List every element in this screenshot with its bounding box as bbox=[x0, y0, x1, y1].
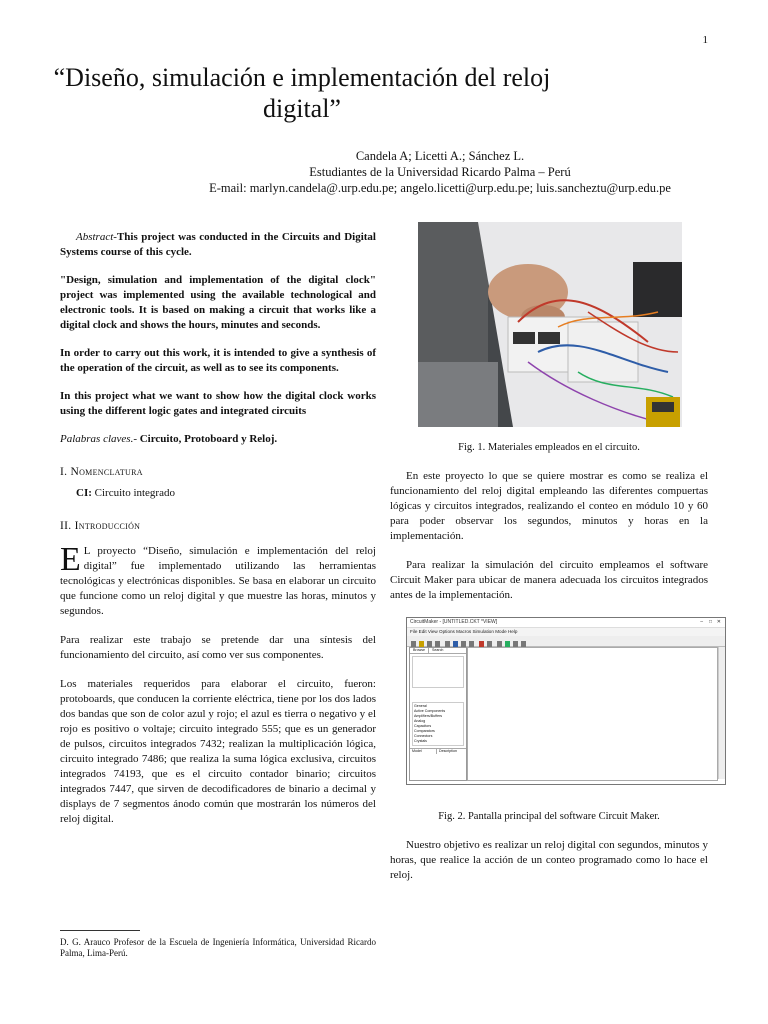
nomenclature-term: CI: bbox=[76, 487, 92, 499]
cm-scrollbar bbox=[718, 647, 725, 779]
section-introduccion-heading: II. Introducción bbox=[60, 520, 141, 532]
library-item: Amplifiers/Buffers bbox=[414, 714, 443, 718]
library-list bbox=[412, 702, 464, 746]
fig2-caption: Fig. 2. Pantalla principal del software Circuit Maker. bbox=[438, 811, 660, 822]
keywords-label: Palabras claves.- bbox=[60, 433, 137, 445]
fig2-circuit-maker-screenshot bbox=[406, 617, 726, 785]
library-item: Crystals bbox=[414, 739, 427, 743]
nomenclature-definition: Circuito integrado bbox=[94, 487, 175, 499]
abstract bbox=[60, 230, 376, 419]
cm-drawing-canvas bbox=[467, 647, 718, 781]
cm-library-panel bbox=[409, 647, 467, 781]
library-item: Comparators bbox=[414, 729, 435, 733]
cm-toolbar bbox=[407, 636, 725, 647]
footnote: D. G. Arauco Profesor de la Escuela de Ingeniería Informática, Universidad Ricardo Palma, Lima-Perú. bbox=[60, 937, 376, 958]
maximize-icon: □ bbox=[708, 619, 712, 625]
introduction bbox=[60, 541, 376, 827]
abstract-p1: This project was conducted in the Circuits and Digital Systems course of this cycle. bbox=[60, 231, 376, 258]
column-description: Description bbox=[439, 749, 457, 753]
minimize-icon: – bbox=[700, 619, 703, 625]
cm-titlebar bbox=[407, 618, 725, 628]
abstract-p3: In order to carry out this work, it is intended to give a synthesis of the operation of the circuit, as well as to see its components. bbox=[60, 347, 376, 374]
column-model: Model bbox=[410, 749, 437, 754]
library-item: Connectors bbox=[414, 734, 433, 738]
footnote-rule bbox=[60, 930, 140, 931]
fig1-caption: Fig. 1. Materiales empleados en el circuito. bbox=[458, 442, 640, 453]
email: E-mail: marlyn.candela@.urp.edu.pe; angelo.licetti@urp.edu.pe; luis.sancheztu@urp.edu.pe bbox=[209, 181, 671, 195]
library-item: General bbox=[414, 704, 427, 708]
intro-p1: L proyecto “Diseño, simulación e implementación del reloj digital” fue implementado utilizando las herramientas tecnológicas y electrónicas disponibles. Se basa en elaborar un circuito que funcione como un reloj digital y que muestre las horas, minutos y segundos. bbox=[60, 545, 376, 617]
right-p2: Para realizar la simulación del circuito empleamos el software Circuit Maker para ubicar de manera adecuada los circuitos integrados antes de la implementación. bbox=[390, 559, 708, 601]
library-item: Capacitors bbox=[414, 724, 432, 728]
close-icon: ✕ bbox=[716, 619, 721, 625]
right-p1: En este proyecto lo que se quiere mostrar es como se realiza el funcionamiento del reloj digital empleando las diferentes compuertas lógicas y circuitos integrados, realizando el conteo en módulo 10 y 60 para poder observar los segundos, minutos y horas en la implementación. bbox=[390, 470, 708, 542]
tab-search: Search bbox=[431, 648, 444, 652]
abstract-p4: In this project what we want to show how the digital clock works using the different logic gates and integrated circuits bbox=[60, 390, 376, 417]
drop-cap: E bbox=[60, 541, 81, 578]
abstract-label: Abstract- bbox=[76, 231, 117, 243]
right-p3: Nuestro objetivo es realizar un reloj digital con segundos, minutos y horas, que realice la acción de un conteo programado como lo hace el reloj. bbox=[390, 839, 708, 881]
intro-p3: Los materiales requeridos para elaborar el circuito, fueron: protoboards, que conducen la corriente eléctrica, tiene por los dos lados dos bandas que son de color azul y rojo; el azul es tierra o negativo y el rojo es positivo o voltaje; circuito integrado 555; que es un generador de pulsos, circuitos integrados 7432; realizan la multiplicación lógica, circuito integrado 7486; que realiza la suma lógica exclusiva, circuitos integrados 74193, que es el circuito contador binario; circuitos integrados 7447, que sirven de decodificadores de binario a decimal y displays de 7 segmentos ánodo común que mostrarán los números del reloj digital. bbox=[60, 678, 376, 825]
keywords bbox=[60, 432, 376, 447]
affiliation: Estudiantes de la Universidad Ricardo Palma – Perú bbox=[309, 165, 571, 179]
paper-title: “Diseño, simulación e implementación del reloj digital” bbox=[53, 63, 551, 123]
intro-p2: Para realizar este trabajo se pretende dar una síntesis del funcionamiento del circuito, así como ver sus componentes. bbox=[60, 634, 376, 661]
cm-menubar: File Edit View Options Macros Simulation Mode Help bbox=[407, 628, 725, 636]
tab-browse: Browse bbox=[410, 648, 429, 653]
author-block bbox=[180, 148, 700, 196]
authors: Candela A; Licetti A.; Sánchez L. bbox=[355, 149, 525, 163]
library-item: Active Components bbox=[414, 709, 446, 713]
library-item: Analog bbox=[414, 719, 426, 723]
nomenclature-entry bbox=[76, 486, 376, 501]
abstract-p2: "Design, simulation and implementation of the digital clock" project was implemented using the available technological and electronic tools. It is based on making a circuit that works like a digital clock and shows the hours, minutes and seconds. bbox=[60, 274, 376, 331]
keywords-text: Circuito, Protoboard y Reloj. bbox=[139, 433, 278, 445]
page-number: 1 bbox=[702, 34, 708, 46]
section-nomenclatura-heading: I. Nomenclatura bbox=[60, 466, 143, 478]
left-column bbox=[60, 230, 376, 840]
cm-window-title: CircuitMaker - [UNTITLED.CKT *VIEW] bbox=[410, 619, 498, 625]
